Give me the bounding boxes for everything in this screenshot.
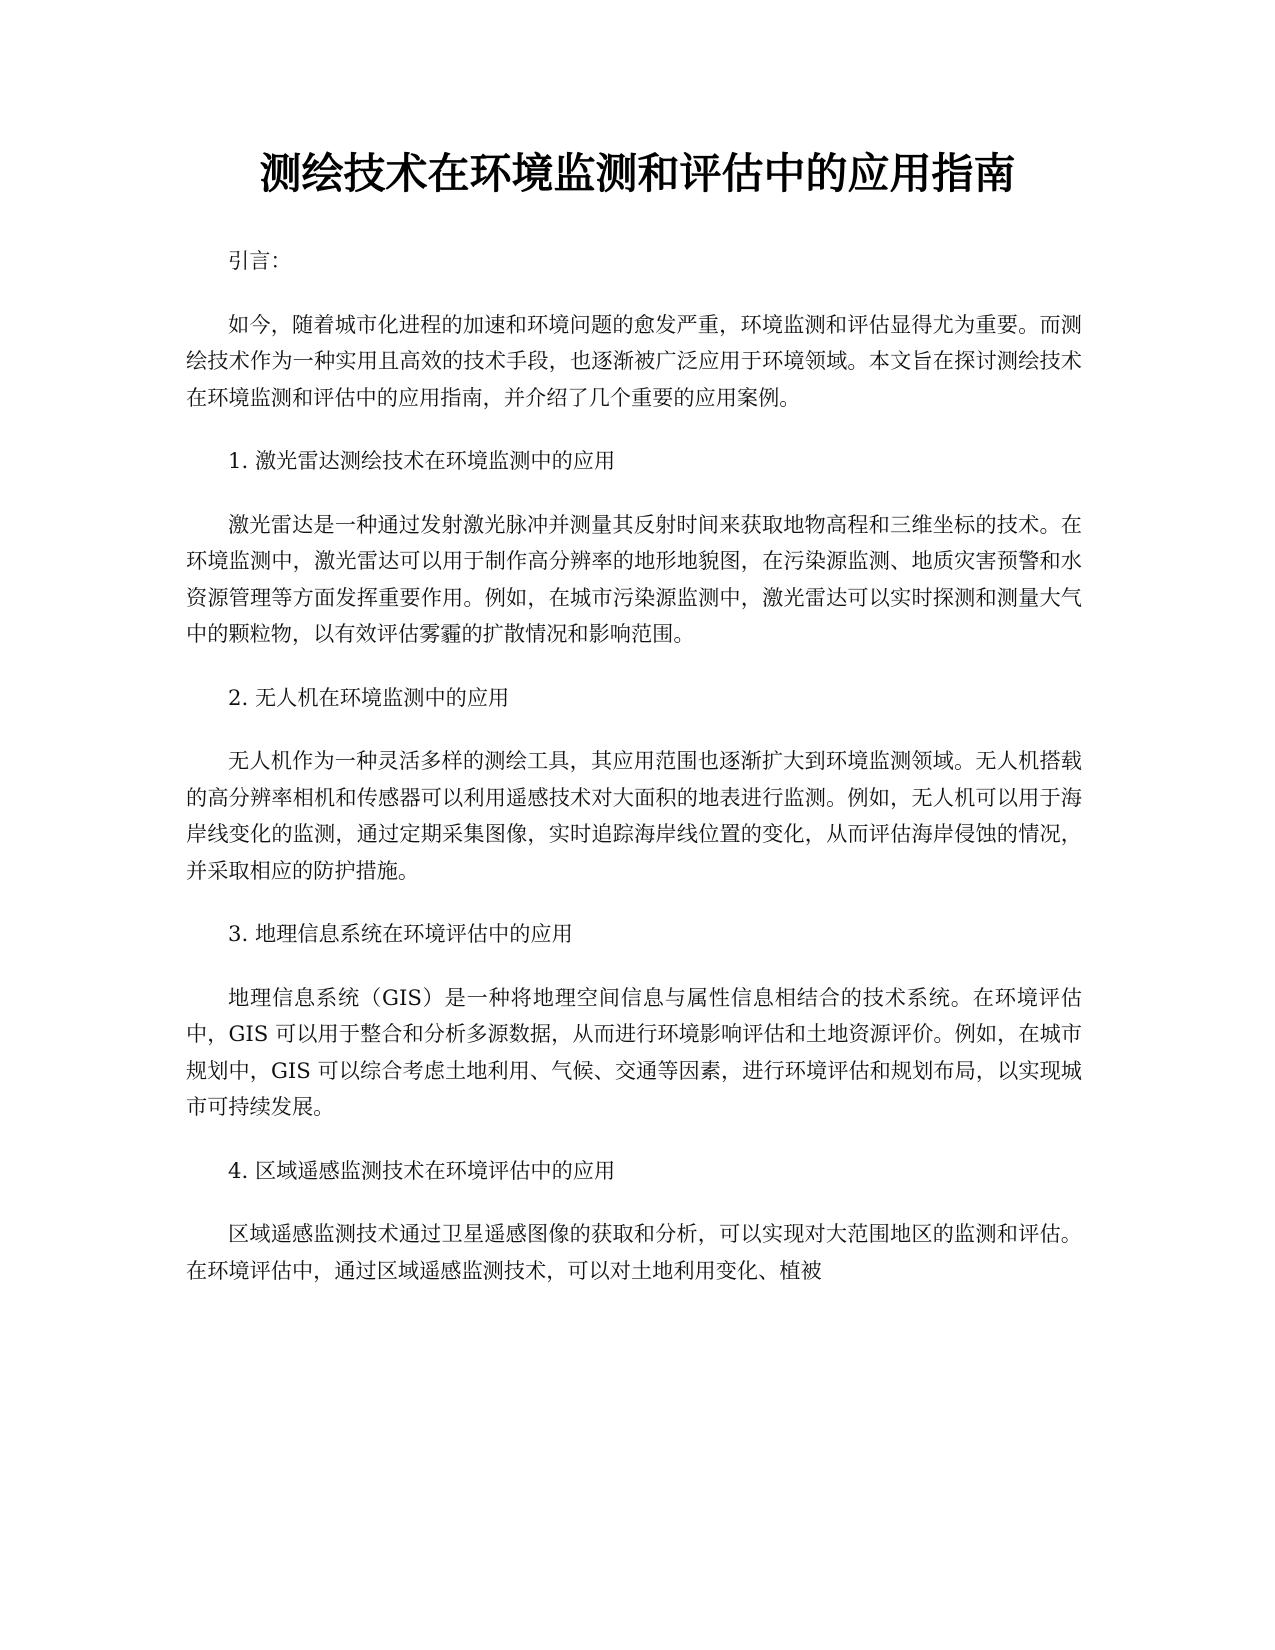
section-heading-drone: 2. 无人机在环境监测中的应用 [228,684,510,710]
section-paragraph-remote-sensing: 区域遥感监测技术通过卫星遥感图像的获取和分析，可以实现对大范围地区的监测和评估。在环境评估中，通过区域遥感监测技术，可以对土地利用变化、植被 [186,1221,1082,1283]
section-heading-lidar: 1. 激光雷达测绘技术在环境监测中的应用 [228,448,616,473]
section-paragraph-gis: 地理信息系统（GIS）是一种将地理空间信息与属性信息相结合的技术系统。在环境评估中，GIS 可以用于整合和分析多源数据，从而进行环境影响评估和土地资源评价。例如，在城市规划中，GIS 可以综合考虑土地利用、气候、交通等因素，进行环境评估和规划布局，以实现城市可持续发展。 [186,984,1082,1119]
section-heading-remote-sensing: 4. 区域遥感监测技术在环境评估中的应用 [228,1157,616,1183]
intro-paragraph: 如今，随着城市化进程的加速和环境问题的愈发严重，环境监测和评估显得尤为重要。而测绘技术作为一种实用且高效的技术手段，也逐渐被广泛应用于环境领域。本文旨在探讨测绘技术在环境监测和评估中的应用指南，并介绍了几个重要的应用案例。 [186,311,1082,410]
document-body [186,243,1082,1316]
section-heading-gis: 3. 地理信息系统在环境评估中的应用 [228,921,573,946]
document-title: 测绘技术在环境监测和评估中的应用指南 [259,149,1016,198]
section-paragraph-lidar: 激光雷达是一种通过发射激光脉冲并测量其反射时间来获取地物高程和三维坐标的技术。在环境监测中，激光雷达可以用于制作高分辨率的地形地貌图，在污染源监测、地质灾害预警和水资源管理等方面发挥重要作用。例如，在城市污染源监测中，激光雷达可以实时探测和测量大气中的颗粒物，以有效评估雾霾的扩散情况和影响范围。 [186,511,1082,646]
intro-label: 引言： [228,248,292,273]
section-paragraph-drone: 无人机作为一种灵活多样的测绘工具，其应用范围也逐渐扩大到环境监测领域。无人机搭载的高分辨率相机和传感器可以利用遥感技术对大面积的地表进行监测。例如，无人机可以用于海岸线变化的监测，通过定期采集图像，实时追踪海岸线位置的变化，从而评估海岸侵蚀的情况，并采取相应的防护措施。 [186,748,1082,883]
